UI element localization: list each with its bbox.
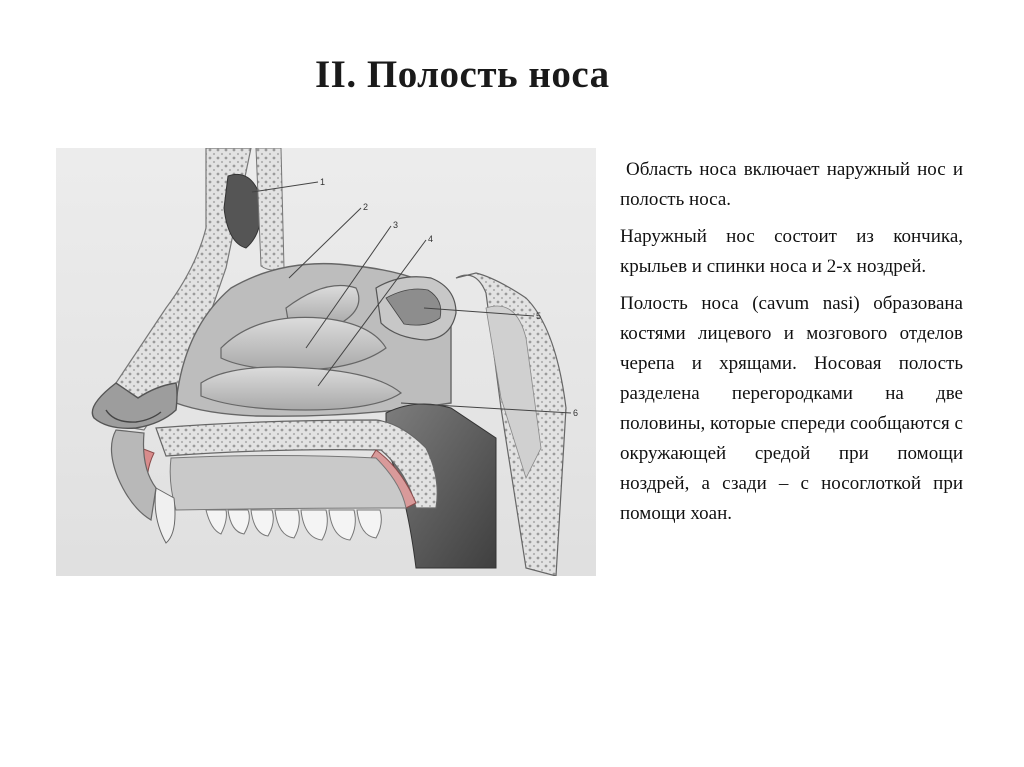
description-text xyxy=(620,155,963,536)
figure-label-5: 5 xyxy=(536,311,542,321)
figure-label-3: 3 xyxy=(393,220,399,230)
nasal-cavity-anatomy-icon xyxy=(56,148,596,576)
paragraph-external-nose: Наружный нос состоит из кончика, крыльев и спинки носа и 2-х ноздрей. xyxy=(620,226,963,277)
paragraph-nasal-cavity: Полость носа (cavum nasi) образована костями лицевого и мозгового отделов черепа и хрящами. Носовая полость разделена перегородками на две половины, которые спереди сообщаются с окружающей средой при помощи ноздрей, а сзади – с носоглоткой при помощи хоан. xyxy=(620,293,963,524)
figure-label-6: 6 xyxy=(573,408,579,418)
figure-label-4: 4 xyxy=(428,234,434,244)
nasal-cavity-figure xyxy=(56,148,596,576)
figure-label-1: 1 xyxy=(320,177,326,187)
paragraph-nose-area: Область носа включает наружный нос и полость носа. xyxy=(620,159,963,210)
figure-label-2: 2 xyxy=(363,202,369,212)
slide-title: II. Полость носа xyxy=(315,53,610,96)
